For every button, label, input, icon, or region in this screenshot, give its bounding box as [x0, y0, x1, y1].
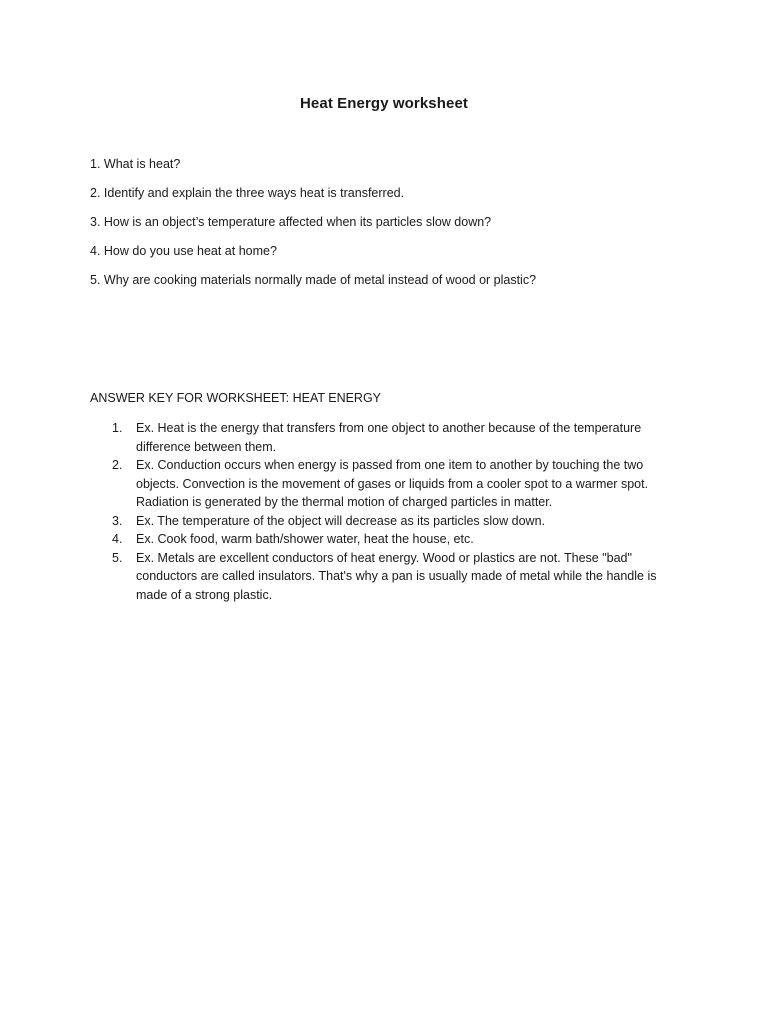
answer-text: Ex. The temperature of the object will decrease as its particles slow down.	[136, 513, 545, 528]
answer-number: 3.	[112, 513, 123, 528]
answer-item	[112, 549, 672, 605]
page-title: Heat Energy worksheet	[300, 95, 468, 112]
question-item: 4. How do you use heat at home?	[90, 244, 277, 258]
question-list	[90, 156, 690, 301]
question-item: 1. What is heat?	[90, 157, 181, 171]
question-item: 2. Identify and explain the three ways heat is transferred.	[90, 186, 405, 200]
answer-item	[112, 419, 672, 456]
question-item: 5. Why are cooking materials normally made of metal instead of wood or plastic?	[90, 273, 537, 287]
answer-text: Ex. Heat is the energy that transfers from one object to another because of the temperature difference between them.	[136, 421, 642, 454]
answer-item	[112, 530, 672, 549]
answer-text: Ex. Conduction occurs when energy is passed from one item to another by touching the two objects. Convection is the movement of gases or liquids from a cooler spot to a warmer spot. Radiation is generated by the thermal motion of charged particles in matter.	[136, 458, 649, 509]
answer-number: 5.	[112, 550, 123, 565]
answer-number: 2.	[112, 458, 123, 472]
answer-text: Ex. Cook food, warm bath/shower water, heat the house, etc.	[136, 532, 474, 546]
answer-number: 1.	[112, 421, 123, 435]
answer-list	[112, 419, 672, 604]
answer-item	[112, 456, 672, 512]
answer-number: 4.	[112, 532, 123, 546]
answer-item	[112, 512, 672, 531]
answer-text: Ex. Metals are excellent conductors of heat energy. Wood or plastics are not. These "bad" conductors are called insulators. That's why a pan is usually made of metal while the handle is made of a strong plastic.	[136, 550, 657, 602]
question-item: 3. How is an object’s temperature affected when its particles slow down?	[90, 215, 492, 229]
answer-key-heading: ANSWER KEY FOR WORKSHEET: HEAT ENERGY	[90, 391, 382, 405]
